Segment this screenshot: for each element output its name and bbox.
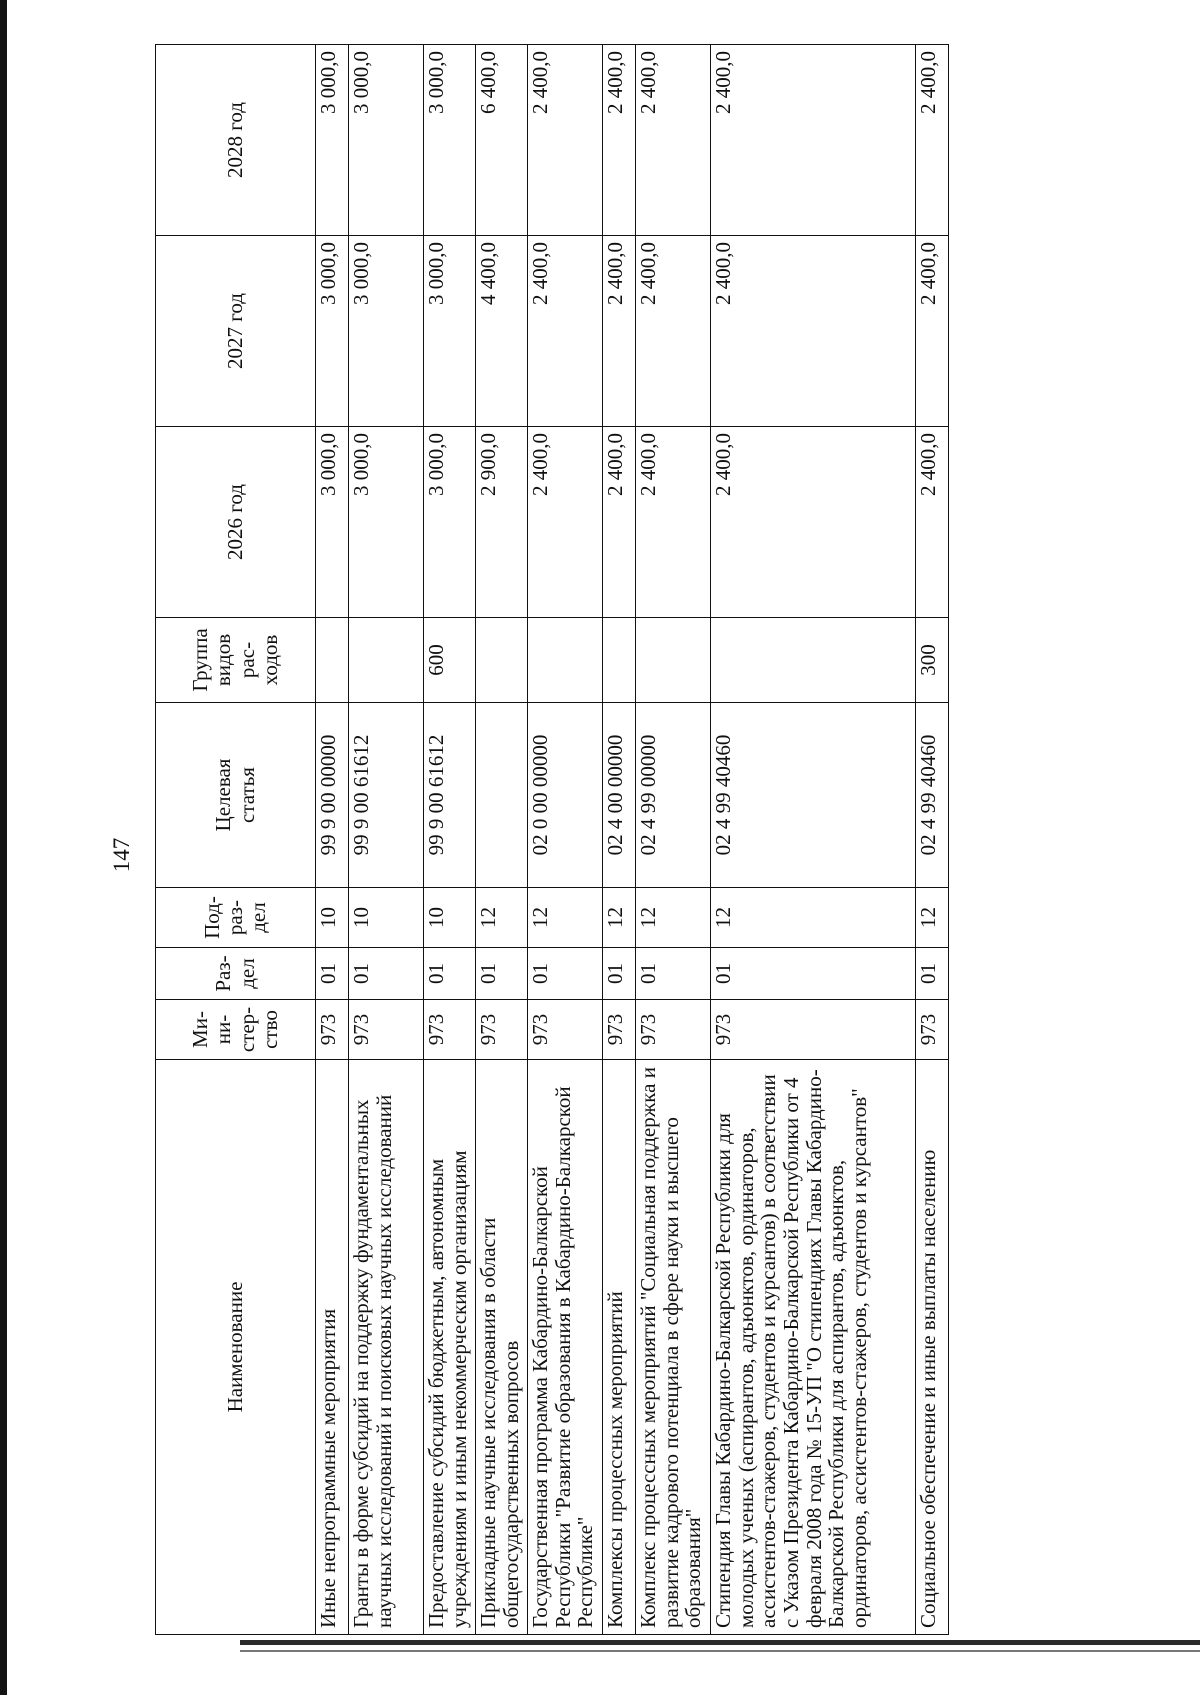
cell-target: 02 4 99 40460	[916, 703, 949, 888]
cell-target: 02 4 00 00000	[603, 703, 636, 888]
cell-ministry: 973	[528, 1000, 603, 1060]
cell-target: 99 9 00 00000	[316, 703, 349, 888]
cell-expense-group	[316, 618, 349, 703]
cell-2028: 2 400,0	[636, 45, 711, 236]
header-ministry	[156, 1000, 316, 1060]
header-subsection	[156, 888, 316, 948]
cell-ministry: 973	[636, 1000, 711, 1060]
cell-2028: 2 400,0	[711, 45, 916, 236]
cell-expense-group	[711, 618, 916, 703]
cell-subsection: 10	[316, 888, 349, 948]
cell-2026: 2 400,0	[528, 427, 603, 618]
cell-ministry: 973	[476, 1000, 528, 1060]
cell-2028: 2 400,0	[916, 45, 949, 236]
table-row	[603, 45, 636, 1635]
cell-subsection: 12	[603, 888, 636, 948]
cell-expense-group: 600	[424, 618, 476, 703]
cell-expense-group: 300	[916, 618, 949, 703]
cell-2027: 3 000,0	[424, 236, 476, 427]
cell-name: Гранты в форме субсидий на поддержку фундаментальных научных исследований и поисковых научных исследований	[349, 1060, 424, 1635]
rotated-page-content	[155, 45, 1035, 1635]
cell-name: Комплексы процессных мероприятий	[603, 1060, 636, 1635]
cell-section: 01	[316, 948, 349, 1000]
cell-section: 01	[476, 948, 528, 1000]
header-section	[156, 948, 316, 1000]
budget-table	[155, 44, 949, 1635]
cell-name: Прикладные научные исследования в области общегосударственных вопросов	[476, 1060, 528, 1635]
cell-name: Комплекс процессных мероприятий "Социальная поддержка и развитие кадрового потенциала в сфере науки и высшего образования"	[636, 1060, 711, 1635]
table-row	[528, 45, 603, 1635]
cell-expense-group	[528, 618, 603, 703]
cell-expense-group	[476, 618, 528, 703]
cell-2026: 3 000,0	[424, 427, 476, 618]
cell-2026: 2 400,0	[636, 427, 711, 618]
cell-name: Стипендия Главы Кабардино-Балкарской Республики для молодых ученых (аспирантов, адъюнктов, ординаторов, ассистентов-стажеров, студентов и курсантов) в соответствии с Указом Президента Кабардино-Балкарской Республики от 4 февраля 2008 года № 15-УП "О стипендиях Главы Кабардино-Балкарской Республики для аспирантов, адъюнктов, ординаторов, ассистентов-стажеров, студентов и курсантов"	[711, 1060, 916, 1635]
cell-expense-group	[349, 618, 424, 703]
cell-2026: 3 000,0	[316, 427, 349, 618]
page-number: 147	[109, 837, 134, 873]
cell-target: 99 9 00 61612	[424, 703, 476, 888]
cell-2027: 2 400,0	[528, 236, 603, 427]
left-edge-rule	[0, 0, 7, 1695]
cell-name: Иные непрограммные мероприятия	[316, 1060, 349, 1635]
header-2026: 2026 год	[156, 427, 316, 618]
cell-2027: 2 400,0	[711, 236, 916, 427]
table-row	[711, 45, 916, 1635]
cell-subsection: 12	[528, 888, 603, 948]
table-row	[476, 45, 528, 1635]
header-2028: 2028 год	[156, 45, 316, 236]
header-expense-group	[156, 618, 316, 703]
header-target	[156, 703, 316, 888]
cell-subsection: 10	[424, 888, 476, 948]
bottom-edge-rule	[240, 1640, 1200, 1645]
cell-ministry: 973	[916, 1000, 949, 1060]
cell-subsection: 12	[711, 888, 916, 948]
cell-2026: 2 400,0	[916, 427, 949, 618]
cell-2026: 2 900,0	[476, 427, 528, 618]
cell-section: 01	[349, 948, 424, 1000]
cell-2028: 6 400,0	[476, 45, 528, 236]
cell-2026: 2 400,0	[711, 427, 916, 618]
cell-target: 99 9 00 61612	[349, 703, 424, 888]
cell-subsection: 12	[476, 888, 528, 948]
cell-section: 01	[711, 948, 916, 1000]
cell-name: Государственная программа Кабардино-Балкарской Республики "Развитие образования в Кабардино-Балкарской Республике"	[528, 1060, 603, 1635]
cell-2026: 2 400,0	[603, 427, 636, 618]
cell-2026: 3 000,0	[349, 427, 424, 618]
header-target-text: Целевая статья	[211, 758, 259, 832]
cell-2028: 3 000,0	[316, 45, 349, 236]
cell-2027: 4 400,0	[476, 236, 528, 427]
header-name: Наименование	[156, 1060, 316, 1635]
table-row	[916, 45, 949, 1635]
table-header-row	[156, 45, 316, 1635]
cell-section: 01	[603, 948, 636, 1000]
cell-section: 01	[528, 948, 603, 1000]
cell-section: 01	[424, 948, 476, 1000]
table-row	[316, 45, 349, 1635]
cell-ministry: 973	[424, 1000, 476, 1060]
header-section-text: Раз- дел	[211, 955, 259, 992]
cell-name: Социальное обеспечение и иные выплаты населению	[916, 1060, 949, 1635]
cell-target: 02 0 00 00000	[528, 703, 603, 888]
header-2027: 2027 год	[156, 236, 316, 427]
cell-expense-group	[636, 618, 711, 703]
cell-section: 01	[636, 948, 711, 1000]
cell-ministry: 973	[603, 1000, 636, 1060]
cell-subsection: 10	[349, 888, 424, 948]
cell-2027: 2 400,0	[636, 236, 711, 427]
table-row	[349, 45, 424, 1635]
cell-2028: 3 000,0	[424, 45, 476, 236]
table-row	[424, 45, 476, 1635]
cell-2028: 2 400,0	[528, 45, 603, 236]
cell-target: 02 4 99 40460	[711, 703, 916, 888]
cell-subsection: 12	[916, 888, 949, 948]
header-ministry-text: Ми- ни- стер- ство	[188, 1006, 282, 1053]
cell-expense-group	[603, 618, 636, 703]
header-expense-group-text: Группа видов рас- ходов	[188, 628, 282, 692]
table-row	[636, 45, 711, 1635]
cell-subsection: 12	[636, 888, 711, 948]
cell-2027: 3 000,0	[349, 236, 424, 427]
cell-2028: 3 000,0	[349, 45, 424, 236]
cell-name: Предоставление субсидий бюджетным, автономным учреждениям и иным некоммерческим организациям	[424, 1060, 476, 1635]
cell-target: 02 4 99 00000	[636, 703, 711, 888]
header-subsection-text: Под- раз- дел	[199, 896, 271, 939]
cell-ministry: 973	[349, 1000, 424, 1060]
cell-ministry: 973	[316, 1000, 349, 1060]
cell-section: 01	[916, 948, 949, 1000]
cell-2028: 2 400,0	[603, 45, 636, 236]
cell-2027: 2 400,0	[603, 236, 636, 427]
cell-2027: 3 000,0	[316, 236, 349, 427]
cell-target	[476, 703, 528, 888]
cell-ministry: 973	[711, 1000, 916, 1060]
cell-2027: 2 400,0	[916, 236, 949, 427]
bottom-edge-rule-thin	[240, 1650, 1200, 1652]
